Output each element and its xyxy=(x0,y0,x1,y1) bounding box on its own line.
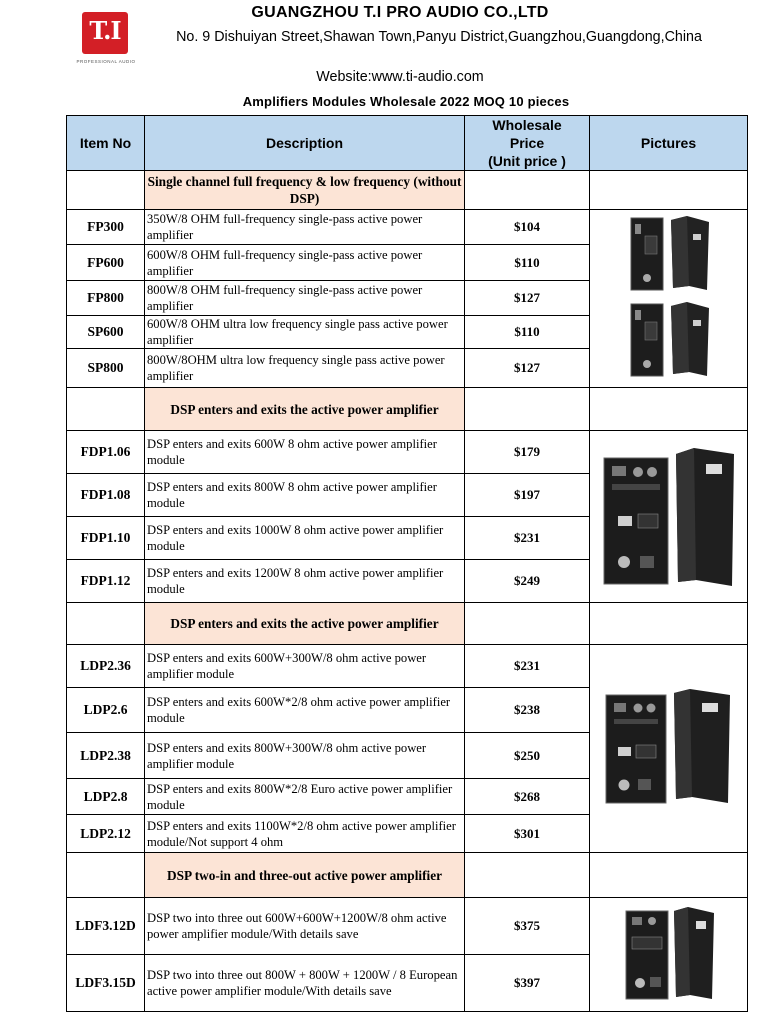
item-number: FP300 xyxy=(67,210,145,245)
item-price: $231 xyxy=(465,645,590,688)
section-title: DSP two-in and three-out active power amplifier xyxy=(145,853,465,898)
item-description: 600W/8 OHM full-frequency single-pass active power amplifier xyxy=(145,245,465,281)
item-price: $110 xyxy=(465,245,590,281)
item-number: LDP2.6 xyxy=(67,688,145,733)
item-price: $104 xyxy=(465,210,590,245)
table-row xyxy=(67,645,748,688)
column-header-price xyxy=(465,116,590,171)
column-header-description: Description xyxy=(145,116,465,171)
three-channel-module-photo xyxy=(614,907,724,1003)
item-number: FDP1.10 xyxy=(67,517,145,560)
item-number: FDP1.06 xyxy=(67,431,145,474)
item-price: $127 xyxy=(465,281,590,316)
section-row xyxy=(67,603,748,645)
item-description: DSP enters and exits 1000W 8 ohm active power amplifier module xyxy=(145,517,465,560)
section-title: DSP enters and exits the active power amplifier xyxy=(145,388,465,431)
amplifier-module-photo-pair xyxy=(619,214,719,384)
company-website: Website:www.ti-audio.com xyxy=(316,69,484,85)
section-title: DSP enters and exits the active power amplifier xyxy=(145,603,465,645)
logo-text: T.I xyxy=(89,16,121,45)
document-title: Amplifiers Modules Wholesale 2022 MOQ 10 pieces xyxy=(242,94,570,109)
table-row xyxy=(67,210,748,245)
section-title: Single channel full frequency & low frequency (without DSP) xyxy=(145,171,465,210)
table-header-row xyxy=(67,116,748,171)
price-table xyxy=(66,115,748,1012)
item-description: DSP enters and exits 800W 8 ohm active power amplifier module xyxy=(145,474,465,517)
item-description: 600W/8 OHM ultra low frequency single pass active power amplifier xyxy=(145,316,465,349)
item-price: $197 xyxy=(465,474,590,517)
item-description: DSP enters and exits 600W+300W/8 ohm active power amplifier module xyxy=(145,645,465,688)
item-price: $249 xyxy=(465,560,590,603)
item-number: FDP1.08 xyxy=(67,474,145,517)
company-name: GUANGZHOU T.I PRO AUDIO CO.,LTD xyxy=(251,4,549,21)
item-price: $110 xyxy=(465,316,590,349)
item-number: LDP2.36 xyxy=(67,645,145,688)
product-picture-cell xyxy=(590,210,748,388)
item-number: SP600 xyxy=(67,316,145,349)
company-logo xyxy=(66,8,146,68)
item-number: LDF3.15D xyxy=(67,955,145,1012)
item-price: $127 xyxy=(465,349,590,388)
section-row xyxy=(67,171,748,210)
price-header-line: (Unit price ) xyxy=(488,153,566,169)
item-description: DSP enters and exits 600W*2/8 ohm active power amplifier module xyxy=(145,688,465,733)
item-description: DSP two into three out 600W+600W+1200W/8 ohm active power amplifier module/With details save xyxy=(145,898,465,955)
item-description: 350W/8 OHM full-frequency single-pass active power amplifier xyxy=(145,210,465,245)
column-header-pictures: Pictures xyxy=(590,116,748,171)
item-description: DSP two into three out 800W + 800W + 1200W / 8 European active power amplifier module/With details save xyxy=(145,955,465,1012)
dsp-amplifier-module-photo xyxy=(594,689,744,809)
table-row xyxy=(67,431,748,474)
item-price: $231 xyxy=(465,517,590,560)
item-number: LDP2.38 xyxy=(67,733,145,779)
item-description: DSP enters and exits 800W+300W/8 ohm active power amplifier module xyxy=(145,733,465,779)
item-price: $250 xyxy=(465,733,590,779)
item-price: $375 xyxy=(465,898,590,955)
item-description: DSP enters and exits 800W*2/8 Euro active power amplifier module xyxy=(145,779,465,815)
item-number: FP800 xyxy=(67,281,145,316)
item-number: FDP1.12 xyxy=(67,560,145,603)
item-number: LDP2.8 xyxy=(67,779,145,815)
product-picture-cell xyxy=(590,898,748,1012)
item-number: SP800 xyxy=(67,349,145,388)
logo-subtitle: PROFESSIONAL AUDIO xyxy=(76,59,136,64)
product-picture-cell xyxy=(590,431,748,603)
item-price: $238 xyxy=(465,688,590,733)
item-price: $397 xyxy=(465,955,590,1012)
item-price: $301 xyxy=(465,815,590,853)
item-price: $179 xyxy=(465,431,590,474)
item-number: LDP2.12 xyxy=(67,815,145,853)
section-row xyxy=(67,388,748,431)
item-description: DSP enters and exits 1100W*2/8 ohm active power amplifier module/Not support 4 ohm xyxy=(145,815,465,853)
item-number: FP600 xyxy=(67,245,145,281)
column-header-item: Item No xyxy=(67,116,145,171)
dsp-amplifier-module-photo xyxy=(594,442,744,592)
price-header-line: Wholesale xyxy=(492,117,562,133)
product-picture-cell xyxy=(590,645,748,853)
item-description: 800W/8OHM ultra low frequency single pass active power amplifier xyxy=(145,349,465,388)
item-description: 800W/8 OHM full-frequency single-pass active power amplifier xyxy=(145,281,465,316)
section-row xyxy=(67,853,748,898)
table-row xyxy=(67,898,748,955)
item-number: LDF3.12D xyxy=(67,898,145,955)
item-description: DSP enters and exits 600W 8 ohm active power amplifier module xyxy=(145,431,465,474)
price-header-line: Price xyxy=(509,135,545,151)
company-address: No. 9 Dishuiyan Street,Shawan Town,Panyu District,Guangzhou,Guangdong,China xyxy=(176,29,702,45)
item-price: $268 xyxy=(465,779,590,815)
item-description: DSP enters and exits 1200W 8 ohm active power amplifier module xyxy=(145,560,465,603)
